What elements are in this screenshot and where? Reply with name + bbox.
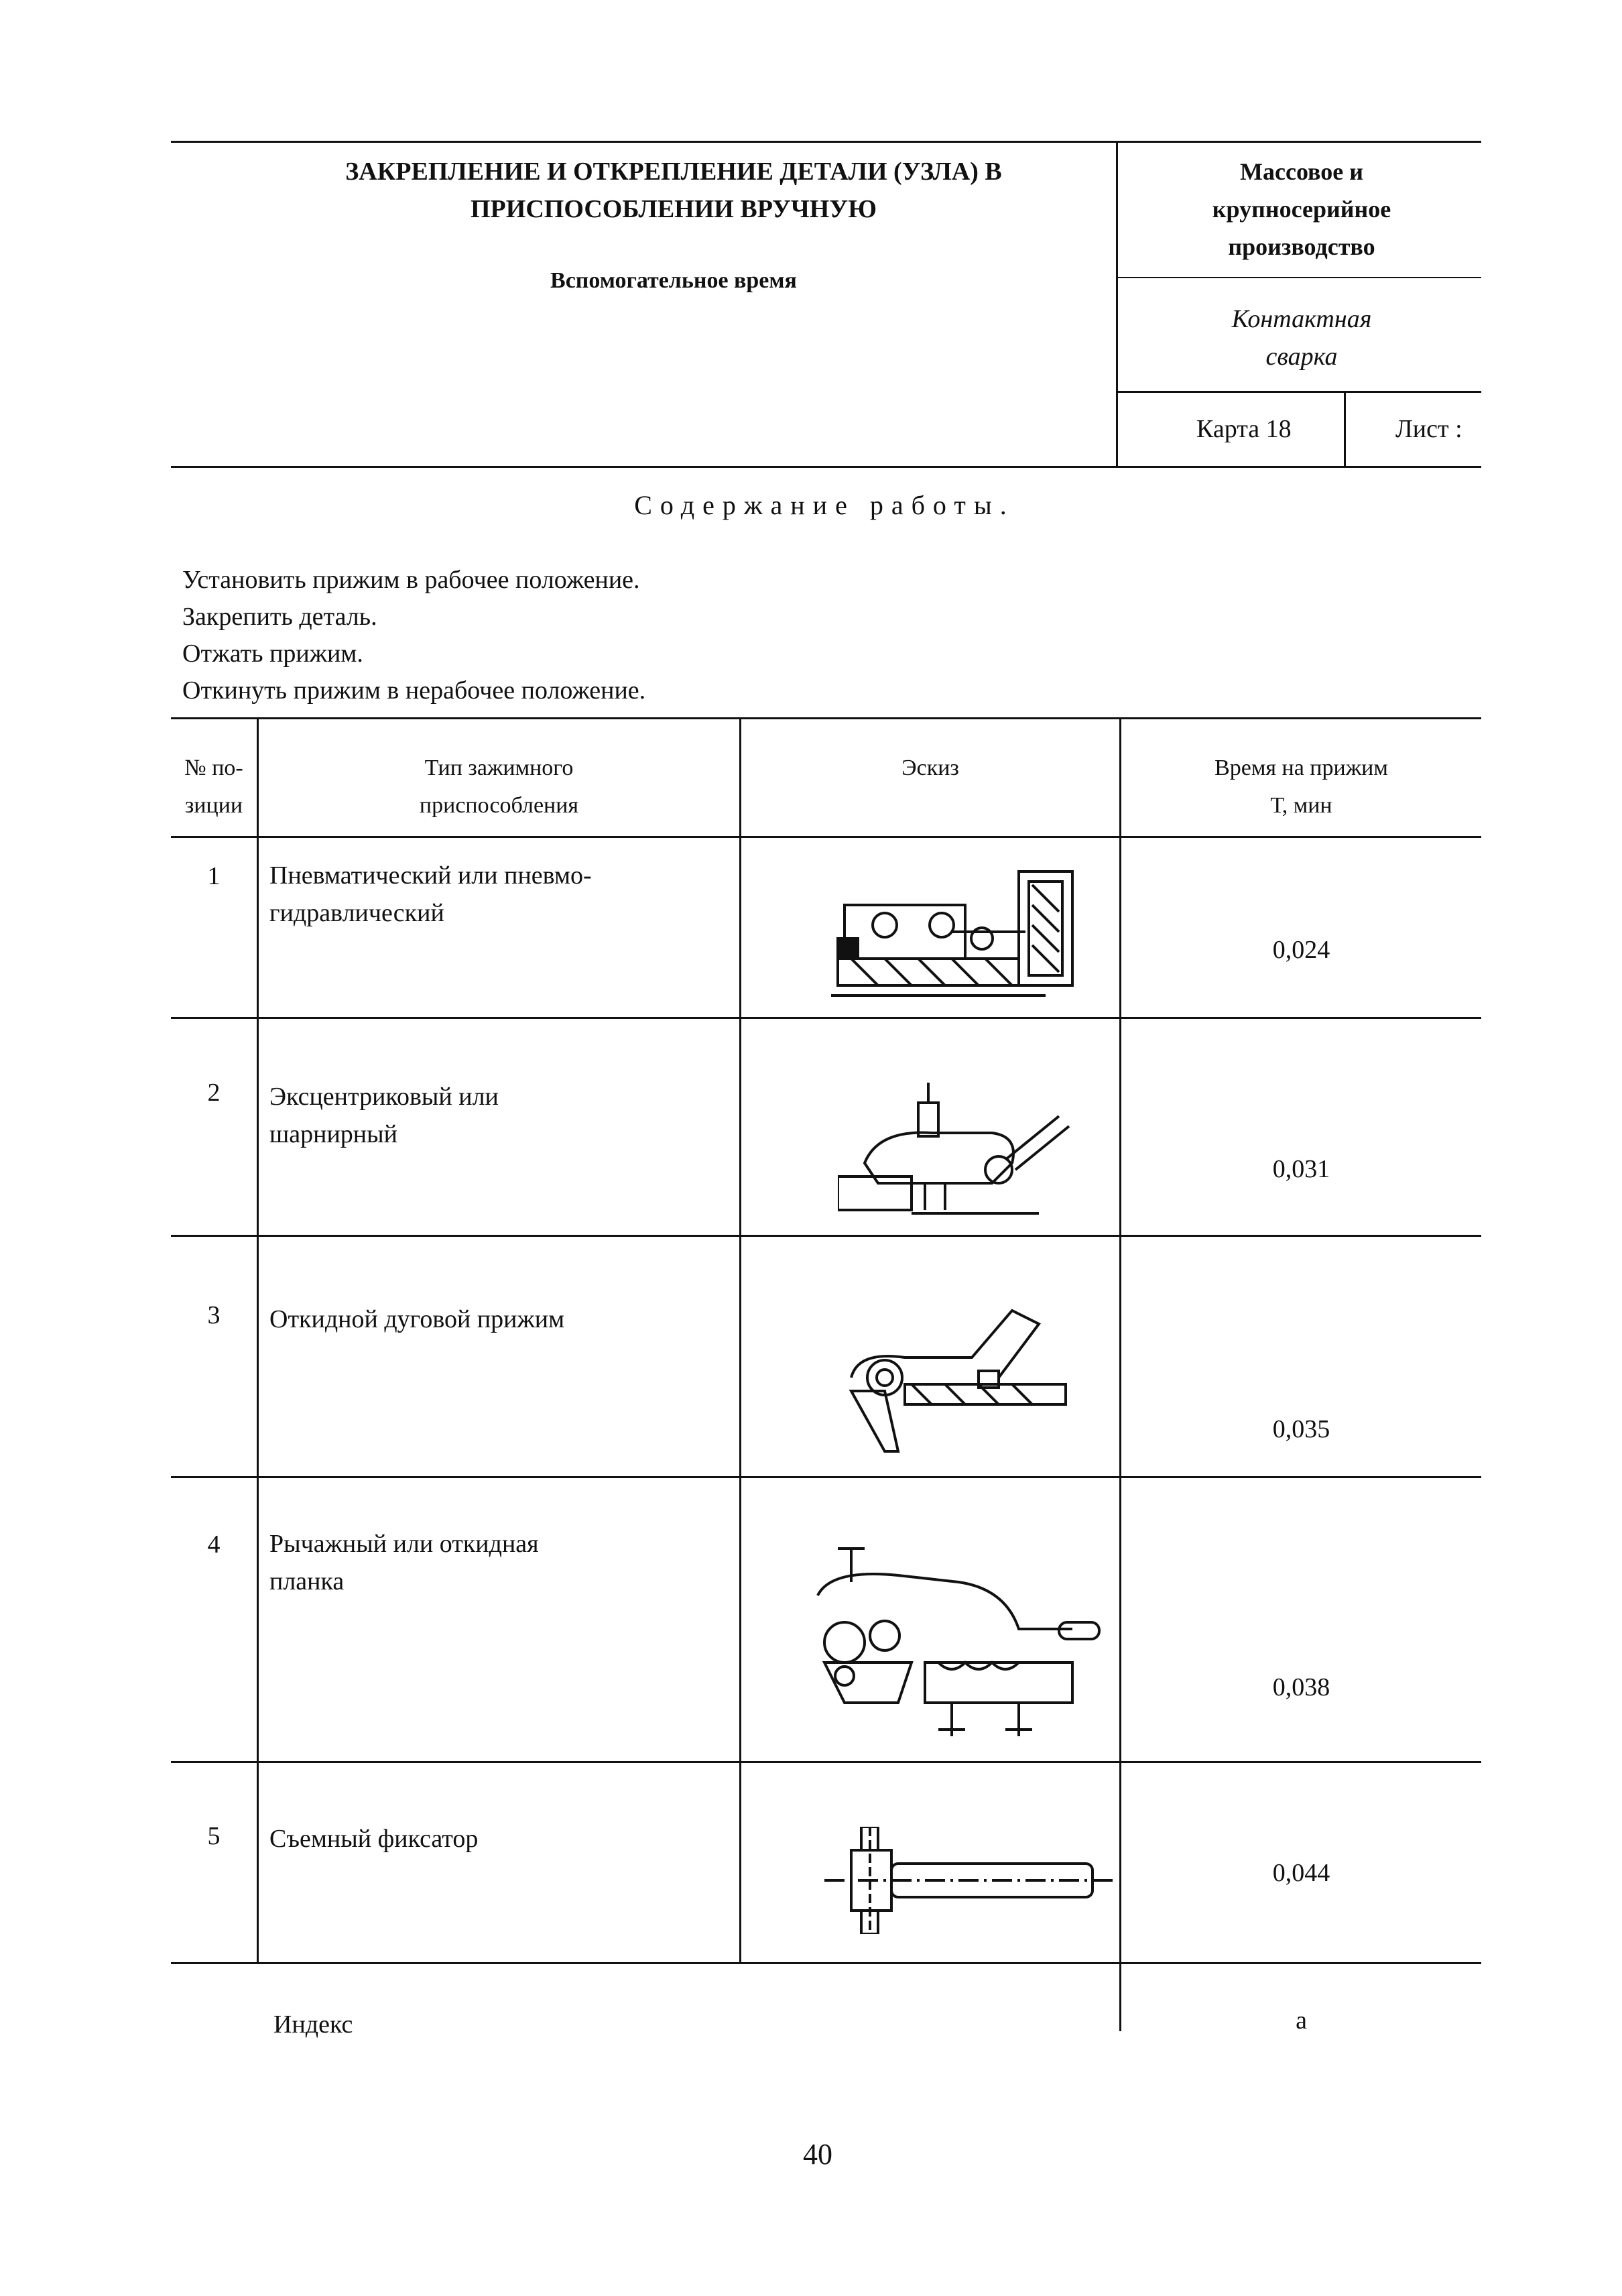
row-2-type-line-1: Эксцентриковый или xyxy=(269,1083,499,1111)
swing-arc-clamp-icon xyxy=(845,1297,1072,1458)
sheet-number: Лист : xyxy=(1395,415,1462,443)
row-5-type xyxy=(269,1820,478,1858)
col-divider-2 xyxy=(739,717,741,1964)
header-time xyxy=(1121,749,1481,825)
page-number: 40 xyxy=(803,2138,832,2171)
header-card-divider xyxy=(1344,391,1346,468)
row-2-time: 0,031 xyxy=(1272,1155,1330,1183)
step-2: Закрепить деталь. xyxy=(182,603,377,631)
row-1-time: 0,024 xyxy=(1272,936,1330,964)
row-1-type-line-2: гидравлический xyxy=(269,899,444,927)
step-1: Установить прижим в рабочее положение. xyxy=(182,566,640,594)
row-1-rule xyxy=(171,1017,1481,1019)
pneumatic-clamp-icon xyxy=(831,865,1086,999)
row-5-rule xyxy=(171,1962,1481,1964)
header-card-rule xyxy=(1116,391,1481,393)
row-5-type-line-1: Съемный фиксатор xyxy=(269,1825,479,1853)
row-2-position: 2 xyxy=(207,1079,221,1107)
header-top-rule xyxy=(171,141,1481,143)
row-4-rule xyxy=(171,1761,1481,1763)
row-3-type-line-1: Откидной дуговой прижим xyxy=(269,1305,565,1333)
header-bottom-rule xyxy=(171,466,1481,468)
row-3-rule xyxy=(171,1476,1481,1478)
title-line-1: ЗАКРЕПЛЕНИЕ И ОТКРЕПЛЕНИЕ ДЕТАЛИ (УЗЛА) В xyxy=(345,158,1002,186)
header-position xyxy=(171,749,257,825)
step-3: Отжать прижим. xyxy=(182,640,363,668)
production-type xyxy=(1121,153,1483,265)
header-type-line-1: Тип зажимного xyxy=(424,756,574,780)
production-line-2: крупносерийное xyxy=(1212,196,1391,223)
row-2-type-line-2: шарнирный xyxy=(269,1120,398,1148)
row-1-type xyxy=(269,857,592,932)
row-4-type-line-1: Рычажный или откидная xyxy=(269,1530,539,1558)
row-3-time: 0,035 xyxy=(1272,1415,1330,1443)
index-value: а xyxy=(1296,2006,1307,2035)
method-line-1: Контактная xyxy=(1231,305,1372,333)
lever-clamp-icon xyxy=(804,1542,1106,1743)
card-number: Карта 18 xyxy=(1196,415,1292,443)
row-4-time: 0,038 xyxy=(1272,1673,1330,1701)
col-divider-3 xyxy=(1119,717,1121,2031)
document-subtitle: Вспомогательное время xyxy=(550,268,797,293)
header-time-line-2: Т, мин xyxy=(1270,793,1332,818)
production-line-3: производство xyxy=(1228,233,1375,260)
method-line-2: сварка xyxy=(1265,343,1338,371)
row-3-position: 3 xyxy=(207,1301,221,1329)
content-title: Содержание работы. xyxy=(634,490,1015,520)
row-3-type xyxy=(269,1301,564,1338)
header-sketch: Эскиз xyxy=(901,756,959,780)
row-4-position: 4 xyxy=(207,1530,221,1559)
production-line-1: Массовое и xyxy=(1240,158,1363,185)
row-5-position: 5 xyxy=(207,1822,221,1850)
header-time-line-1: Время на прижим xyxy=(1214,756,1388,780)
row-5-time: 0,044 xyxy=(1272,1859,1330,1887)
step-4: Откинуть прижим в нерабочее положение. xyxy=(182,676,646,705)
document-title xyxy=(168,153,1180,228)
row-1-position: 1 xyxy=(207,862,221,890)
row-2-type xyxy=(269,1078,499,1153)
row-2-rule xyxy=(171,1235,1481,1237)
row-4-type xyxy=(269,1525,539,1600)
col-divider-1 xyxy=(257,717,259,1964)
header-position-line-1: № по- xyxy=(184,756,243,780)
eccentric-clamp-icon xyxy=(838,1083,1079,1217)
table-top-rule xyxy=(171,717,1481,719)
row-1-type-line-1: Пневматический или пневмо- xyxy=(269,861,592,890)
welding-method xyxy=(1121,300,1483,375)
removable-pin-icon xyxy=(824,1827,1113,1934)
index-label: Индекс xyxy=(273,2010,353,2039)
title-line-2: ПРИСПОСОБЛЕНИИ ВРУЧНУЮ xyxy=(471,195,877,223)
header-position-line-2: зиции xyxy=(184,793,243,818)
header-type-line-2: приспособления xyxy=(419,793,579,818)
table-header-rule xyxy=(171,836,1481,838)
header-fixture-type xyxy=(259,749,739,825)
row-4-type-line-2: планка xyxy=(269,1567,345,1595)
